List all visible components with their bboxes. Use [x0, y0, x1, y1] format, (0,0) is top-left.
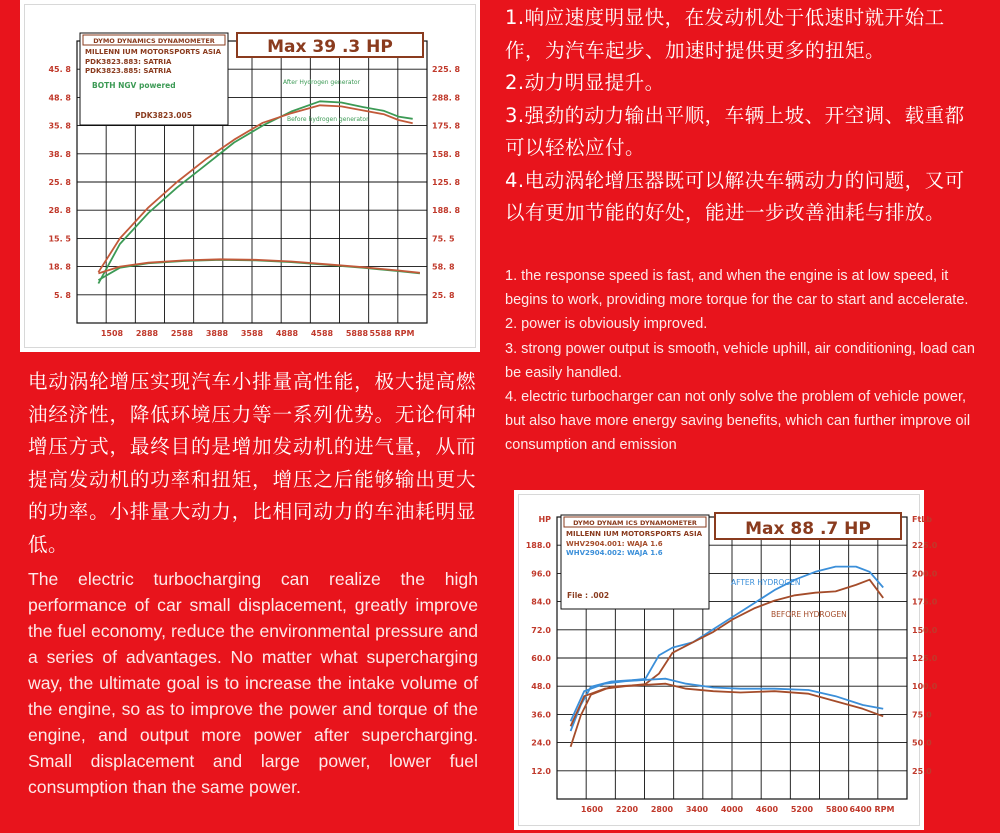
chart2-right-tick-label: 100.0 [912, 682, 938, 692]
chart1-x-tick-label: 1508 [100, 329, 124, 338]
chart2-left-tick-label: 84.0 [531, 597, 551, 607]
chart2-run-2: WHV2904.002: WAJA 1.6 [566, 549, 663, 557]
chart1-right-tick-label: 288. 8 [432, 93, 461, 103]
chart1-company: MILLENN IUM MOTORSPORTS ASIA [85, 48, 222, 56]
chart2-x-tick-label: 5800 [825, 805, 849, 814]
chart1-annotation-2: Before hydrogen generator [287, 116, 369, 123]
chart2-right-tick-label: 150.0 [912, 625, 938, 635]
chart2-right-tick-label: 225.0 [912, 541, 938, 551]
benefit-en-3: 3. strong power output is smooth, vehicle uphill, air conditioning, load can be easily handled. [505, 340, 975, 381]
chart2-company: MILLENN IUM MOTORSPORTS ASIA [566, 530, 703, 538]
chart1-left-tick-label: 5. 8 [54, 290, 71, 300]
chart2-run-1: WHV2904.001: WAJA 1.6 [566, 540, 663, 548]
chart1-x-tick-label: 5588 RPM [369, 329, 415, 338]
chart2-left-tick-label: 188.0 [525, 541, 551, 551]
chart1-note: BOTH NGV powered [92, 81, 176, 90]
chart2-right-tick-label: 25.0 [912, 766, 932, 776]
chart1-x-tick-label: 2888 [135, 329, 159, 338]
chart1-right-tick-label: 125. 8 [432, 178, 461, 187]
chart2-max-label: Max 88 .7 HP [745, 519, 871, 539]
chart2-annotation-2: BEFORE HYDROGEN [771, 610, 847, 619]
benefit-zh-3: 3.强劲的动力输出平顺，车辆上坡、开空调、载重都可以轻松应付。 [505, 103, 965, 159]
chart1-left-tick-label: 25. 8 [48, 178, 71, 187]
benefit-en-1: 1. the response speed is fast, and when the engine is at low speed, it begins to work, providing more torque for the car to start and accelerate. [505, 268, 969, 309]
chart1-x-tick-label: 4888 [275, 329, 299, 338]
chart1-brand: DYMO DYNAMICS DYNAMOMETER [93, 37, 215, 45]
chart2-left-tick-label: 96.0 [531, 569, 551, 579]
chart2-left-tick-label: 72.0 [531, 625, 551, 635]
chart2-left-tick-label: 36.0 [531, 710, 551, 720]
benefits-english [505, 264, 975, 458]
benefit-en-4: 4. electric turbocharger can not only solve the problem of vehicle power, but also have more energy saving benefits, which can further improve oil consumption and emission [505, 389, 971, 454]
chart1-file-label: PDK3823.005 [135, 111, 192, 120]
chart2-x-tick-label: 4000 [720, 805, 744, 814]
benefit-zh-2: 2.动力明显提升。 [505, 71, 665, 94]
chart1-left-tick-label: 18. 8 [48, 262, 71, 272]
chart1-left-tick-label: 28. 8 [48, 206, 71, 216]
dyno-chart-2 [519, 495, 938, 825]
chart2-left-tick-label: 24.0 [531, 738, 551, 748]
chart2-x-tick-label: 1600 [580, 805, 604, 814]
chart2-brand: DYMO DYNAM ICS DYNAMOMETER [573, 519, 697, 527]
chart2-left-unit: HP [538, 515, 551, 524]
benefit-zh-4: 4.电动涡轮增压器既可以解决车辆动力的问题，又可以有更加节能的好处，能进一步改善油耗与排放。 [505, 168, 965, 224]
dyno-chart-1 [25, 5, 475, 347]
dyno-chart-2-panel [518, 494, 938, 826]
chart1-left-tick-label: 35. 8 [48, 121, 71, 131]
chart1-right-tick-label: 158. 8 [432, 149, 461, 159]
chart2-x-tick-label: 5200 [790, 805, 814, 814]
chart2-right-tick-label: 125.0 [912, 654, 938, 663]
benefit-zh-1: 1.响应速度明显快，在发动机处于低速时就开始工作，为汽车起步、加速时提供更多的扭矩。 [505, 6, 945, 62]
chart2-left-tick-label: 60.0 [531, 654, 551, 663]
chart1-left-tick-label: 15. 5 [48, 234, 71, 244]
benefits-chinese [505, 2, 983, 230]
chart1-right-tick-label: 25. 8 [432, 290, 455, 300]
chart2-right-tick-label: 50.0 [912, 738, 932, 748]
chart2-x-tick-label: 6400 RPM [849, 805, 895, 814]
chart2-x-tick-label: 2200 [615, 805, 639, 814]
chart1-x-tick-label: 3888 [205, 329, 229, 338]
chart2-right-tick-label: 175.0 [912, 597, 938, 607]
chart1-left-tick-label: 48. 8 [48, 93, 71, 103]
intro-chinese: 电动涡轮增压实现汽车小排量高性能，极大提高燃油经济性，降低环境压力等一系列优势。无论何种增压方式，最终目的是增加发动机的进气量，从而提高发动机的功率和扭矩，增压之后能够输出更大的功率。小排量大动力，比相同动力的车油耗明显低。 [28, 370, 476, 556]
chart1-right-tick-label: 225. 8 [432, 65, 461, 75]
chart1-left-tick-label: 38. 8 [48, 149, 71, 159]
chart1-x-tick-label: 4588 [310, 329, 334, 338]
chart1-right-tick-label: 188. 8 [432, 206, 461, 216]
chart1-run-2: PDK3823.885: SATRIA [85, 67, 172, 75]
chart2-annotation-1: AFTER HYDROGEN [731, 578, 801, 587]
chart2-right-tick-label: 75.0 [912, 710, 932, 720]
chart1-right-tick-label: 58. 8 [432, 262, 455, 272]
chart1-x-tick-label: 5888 [345, 329, 369, 338]
dyno-chart-1-panel [24, 4, 476, 348]
chart2-right-tick-label: 200.0 [912, 569, 938, 579]
chart2-left-tick-label: 12.0 [531, 766, 551, 776]
chart2-x-tick-label: 4600 [755, 805, 779, 814]
chart1-annotation-1: After Hydrogen generator [283, 79, 361, 86]
chart2-x-tick-label: 3400 [685, 805, 709, 814]
chart1-max-label: Max 39 .3 HP [267, 37, 393, 57]
chart1-x-tick-label: 3588 [240, 329, 264, 338]
chart1-run-1: PDK3823.883: SATRIA [85, 58, 172, 66]
chart1-x-tick-label: 2588 [170, 329, 194, 338]
intro-english: The electric turbocharging can realize the high performance of car small displacement, greatly improve the fuel economy, reduce the environmental pressure and a series of advantages. No matter what supercharging way, the ultimate goal is to increase the intake volume of the engine, so as to improve the power and torque of the engine, and output more power after supercharging. Small displacement and large power, lower fuel consumption than the same power. [28, 569, 478, 797]
chart2-x-tick-label: 2800 [650, 805, 674, 814]
benefit-en-2: 2. power is obviously improved. [505, 316, 708, 333]
chart1-left-tick-label: 45. 8 [48, 65, 71, 75]
chart2-left-tick-label: 48.0 [531, 682, 551, 692]
chart1-right-tick-label: 175. 8 [432, 121, 461, 131]
chart2-right-unit: FtLb [912, 515, 933, 524]
chart1-right-tick-label: 75. 5 [432, 234, 455, 244]
chart2-file-label: File : .002 [567, 591, 610, 600]
